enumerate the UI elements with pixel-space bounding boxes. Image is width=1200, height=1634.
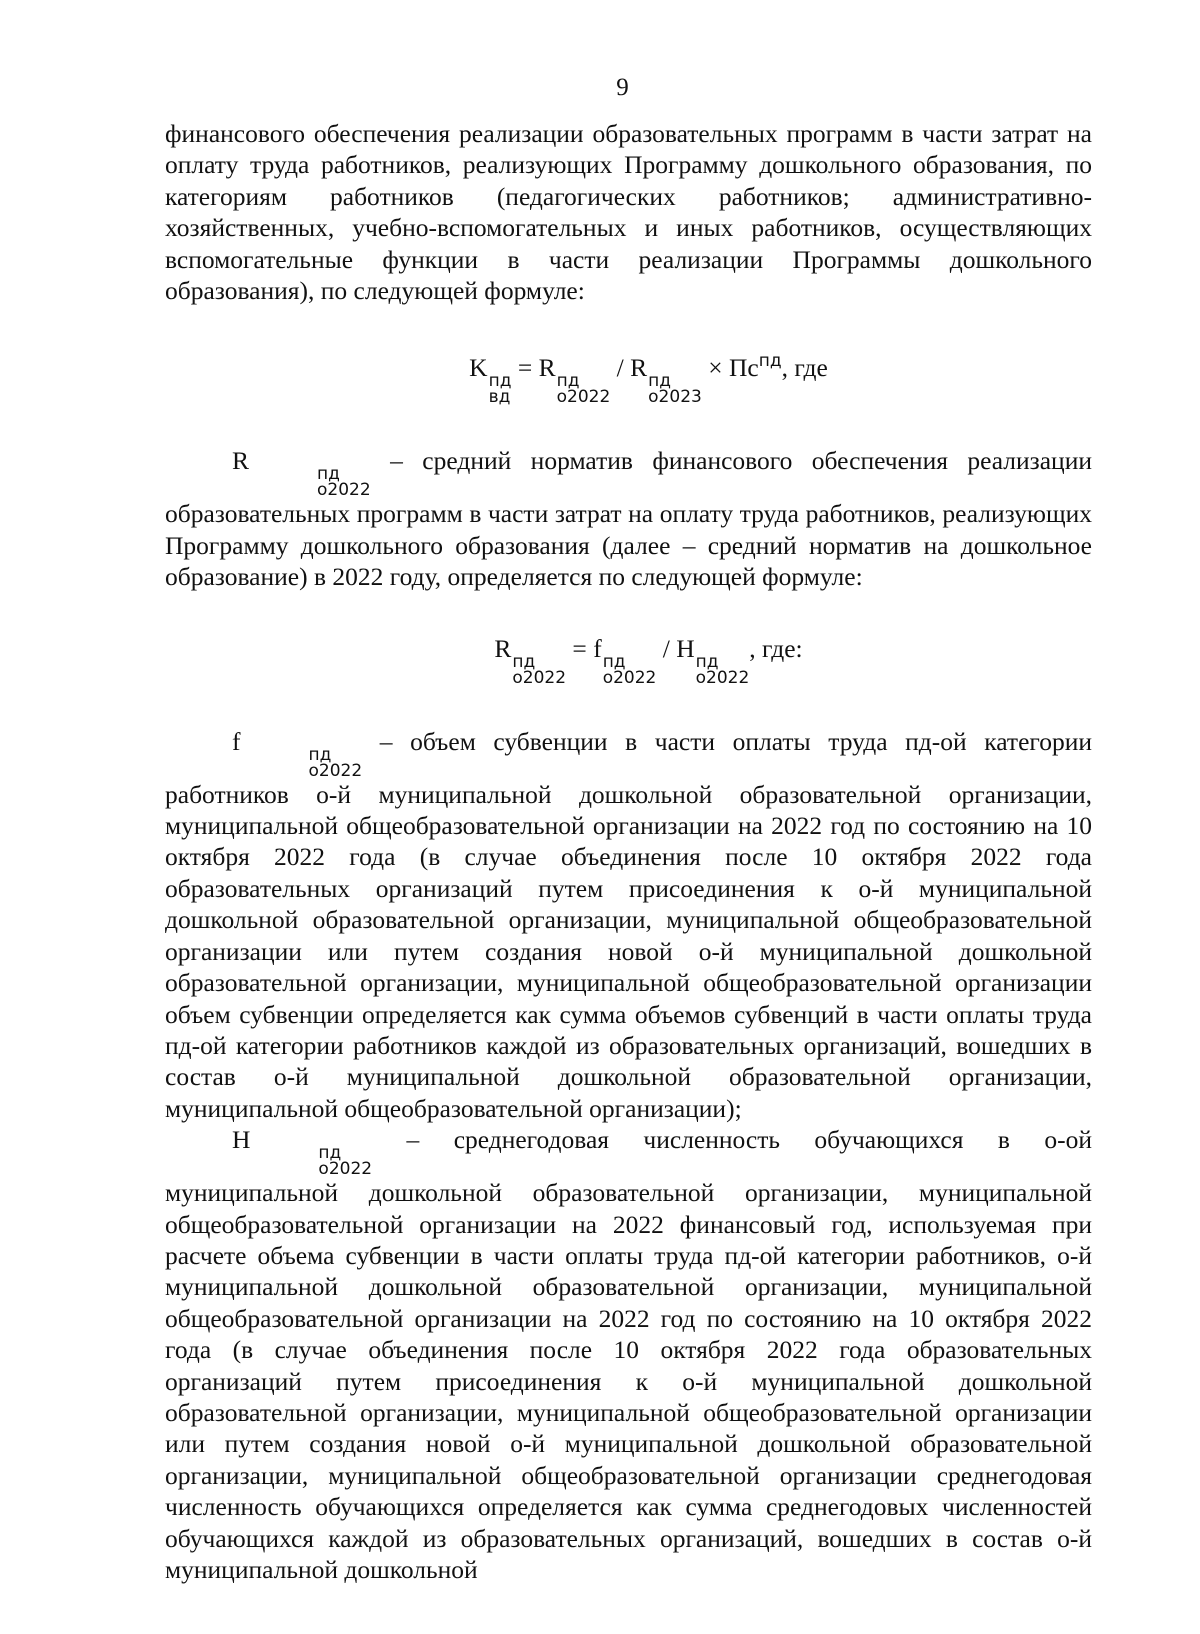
def-h-text: – среднегодовая численность обучающихся в о-ой муниципальной дошкольной образовательной организации, муниципальной общеобразовательной организации на 2022 финансовый год, используемая при расчете объема субвенции в части оплаты труда пд-ой категории работников, о-й муниципальной дошкольной образовательной организации, муниципальной общеобразовательной организации на 2022 год по состоянию на 10 октября 2022 года (в случае объединения после 10 октября 2022 года образовательных организаций путем присоединения к о-й муниципальной дошкольной образовательной организации, муниципальной общеобразовательной организации или путем создания новой о-й муниципальной дошкольной образовательной организации, муниципальной общеобразовательной организации среднегодовая численность обучающихся определяется как сумма среднегодовых численностей обучающихся каждой из образовательных организаций, вошедших в состав о-й муниципальной дошкольной: [165, 1125, 1092, 1584]
definition-f: [165, 726, 1092, 1124]
formula2-h-sup: пд: [695, 651, 719, 672]
formula-k-sup: пд: [488, 371, 512, 392]
def-f-symbol: f: [232, 726, 241, 756]
formula-r1-symbol: R: [538, 353, 556, 383]
formula-k-sub: вд: [488, 387, 511, 408]
formula-r1-sub: о2022: [556, 387, 611, 408]
formula2-h-symbol: H: [676, 633, 695, 663]
def-h-sub: о2022: [318, 1159, 373, 1180]
def-r-text: – средний норматив финансового обеспечения реализации образовательных программ в части затрат на оплату труда работников, реализующих Программу дошкольного образования (далее – средний норматив на дошкольное образование) в 2022 году, определяется по следующей формуле:: [165, 446, 1092, 592]
formula2-f-sup: пд: [602, 651, 626, 672]
formula2-tail: , где:: [749, 633, 803, 663]
formula-pc-sup: пд: [758, 351, 782, 372]
definition-r: [165, 445, 1092, 592]
page-number: 9: [616, 74, 629, 101]
formula-eq: =: [511, 353, 539, 383]
formula-tail: , где: [781, 353, 828, 383]
def-f-sub: о2022: [308, 760, 363, 781]
def-h-symbol: H: [232, 1125, 251, 1155]
formula-k-vd: [165, 346, 1092, 408]
formula2-eq: =: [566, 633, 594, 663]
formula-pc-symbol: Пс: [728, 353, 759, 383]
formula-k-symbol: K: [469, 353, 488, 383]
intro-paragraph: финансового обеспечения реализации образовательных программ в части затрат на оплату труда работников, реализующих Программу дошкольного образования, по категориям работников (педагогических работников; административно-хозяйственных, учебно-вспомогательных и иных работников, осуществляющих вспомогательные функции в части реализации Программы дошкольного образования), по следующей формуле:: [165, 119, 1092, 306]
formula-r1-sup: пд: [556, 371, 580, 392]
def-f-text: – объем субвенции в части оплаты труда пд-ой категории работников о-й муниципальной дошкольной образовательной организации, муниципальной общеобразовательной организации на 2022 год по состоянию на 10 октября 2022 года (в случае объединения после 10 октября 2022 года образовательных организаций путем присоединения к о-й муниципальной дошкольной образовательной организации, муниципальной общеобразовательной организации или путем создания новой о-й муниципальной дошкольной образовательной организации, муниципальной общеобразовательной организации объем субвенции определяется как сумма объемов субвенций в части оплаты труда пд-ой категории работников каждой из образовательных организаций, вошедших в состав о-й муниципальной дошкольной образовательной организации, муниципальной общеобразовательной организации);: [165, 726, 1092, 1123]
document-body: [165, 118, 1092, 1585]
definition-h: [165, 1124, 1092, 1585]
formula-r2-symbol: R: [630, 353, 648, 383]
def-r-sup: пд: [317, 464, 340, 485]
formula-times: ×: [701, 353, 729, 383]
formula2-r-sub: о2022: [512, 667, 567, 688]
def-r-symbol: R: [232, 446, 250, 476]
formula-r2-sub: о2023: [648, 387, 702, 408]
def-f-sup: пд: [308, 744, 332, 765]
formula-slash: /: [610, 353, 631, 383]
formula2-h-sub: о2022: [695, 667, 750, 688]
formula2-r-symbol: R: [494, 633, 512, 663]
formula2-slash: /: [656, 633, 677, 663]
formula-r-o2022: [165, 633, 1092, 686]
formula2-r-sup: пд: [512, 651, 536, 672]
def-r-sub: о2022: [317, 480, 371, 501]
def-h-sup: пд: [318, 1143, 342, 1164]
formula-r2-sup: пд: [648, 371, 672, 392]
formula2-f-sub: о2022: [602, 667, 657, 688]
formula2-f-symbol: f: [593, 633, 602, 663]
